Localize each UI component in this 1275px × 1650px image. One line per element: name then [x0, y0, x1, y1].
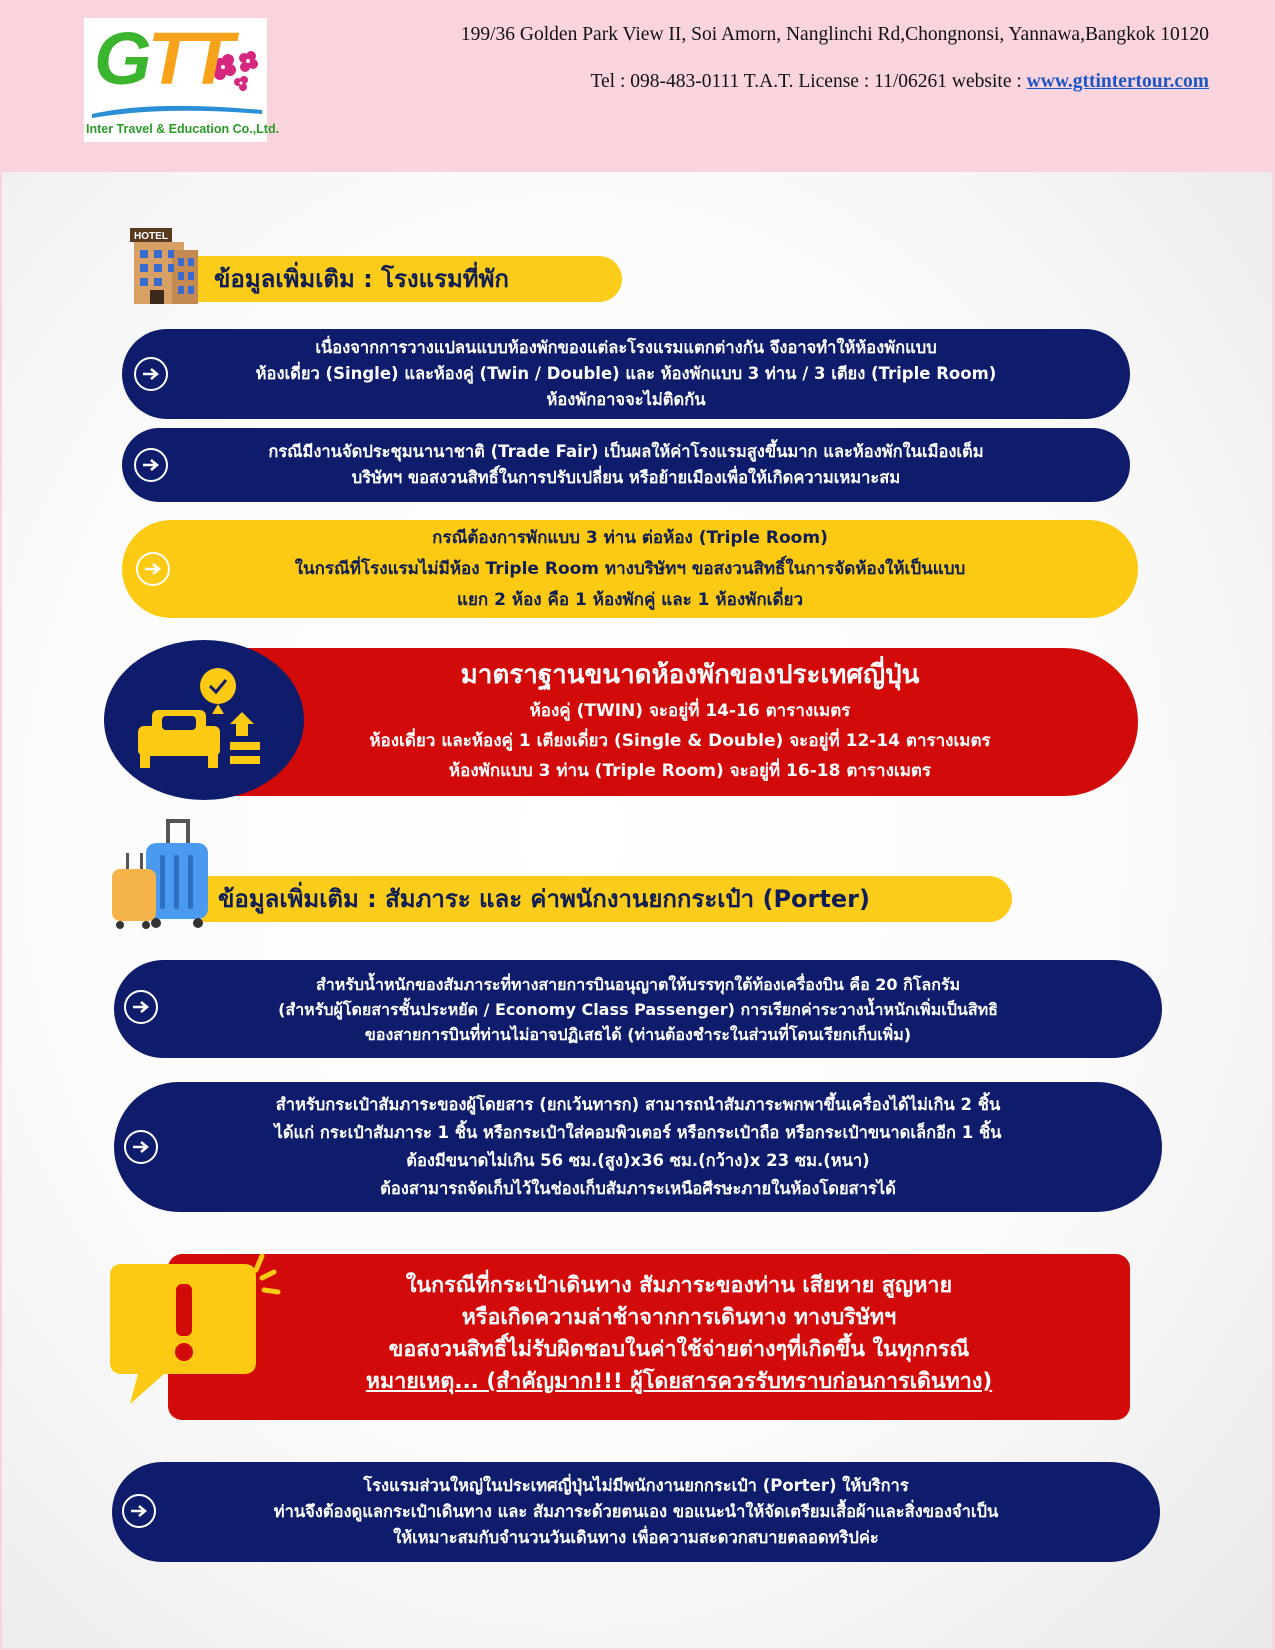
porter-note [112, 1462, 1160, 1562]
triple-room-note [122, 520, 1138, 618]
text-line: บริษัทฯ ขอสงวนสิทธิ์ในการปรับเปลี่ยน หรือย้ายเมืองเพื่อให้เกิดความเหมาะสม [351, 468, 901, 487]
text-line: เนื่องจากการวางแปลนแบบห้องพักของแต่ละโรงแรมแตกต่างกัน จึงอาจทำให้ห้องพักแบบ [315, 338, 937, 357]
hotel-building-icon [128, 224, 208, 306]
text-line: ต้องสามารถจัดเก็บไว้ในช่องเก็บสัมภาระเหนือศีรษะภายในห้องโดยสารได้ [380, 1179, 896, 1198]
arrow-circle-icon [136, 552, 170, 586]
text-line: ของสายการบินที่ท่านไม่อาจปฏิเสธได้ (ท่านต้องชำระในส่วนที่โดนเรียกเก็บเพิ่ม) [364, 1024, 912, 1044]
arrow-circle-icon [124, 990, 158, 1024]
text-line: โรงแรมส่วนใหญ่ในประเทศญี่ปุ่นไม่มีพนักงานยกกระเป๋า (Porter) ให้บริการ [363, 1476, 909, 1495]
text-line: ในกรณีที่กระเป๋าเดินทาง สัมภาระของท่าน เสียหาย สูญหาย [405, 1273, 953, 1298]
important-remark: หมายเหตุ... (สำคัญมาก!!! ผู้โดยสารควรรับทราบก่อนการเดินทาง) [365, 1369, 993, 1394]
arrow-circle-icon [122, 1494, 156, 1528]
bed-size-icon [104, 640, 304, 800]
text-line: ขอสงวนสิทธิ์ไม่รับผิดชอบในค่าใช้จ่ายต่างๆที่เกิดขึ้น ในทุกกรณี [388, 1337, 970, 1362]
contact-text: Tel : 098-483-0111 T.A.T. License : 11/06261 website : [590, 71, 1027, 92]
text-line: ในกรณีที่โรงแรมไม่มีห้อง Triple Room ทางบริษัทฯ ขอสงวนสิทธิ์ในการจัดห้องให้เป็นแบบ [294, 558, 966, 579]
exclamation-icon [104, 1252, 284, 1412]
text-line: แยก 2 ห้อง คือ 1 ห้องพักคู่ และ 1 ห้องพักเดี่ยว [456, 589, 803, 610]
svg-text:HOTEL: HOTEL [134, 231, 168, 242]
trade-fair-note [122, 428, 1130, 502]
text-line: ห้องคู่ (TWIN) จะอยู่ที่ 14-16 ตารางเมตร [529, 701, 851, 721]
room-size-standard [202, 648, 1138, 796]
text-line: ห้องพักแบบ 3 ท่าน (Triple Room) จะอยู่ที่ 16-18 ตารางเมตร [448, 761, 932, 781]
text-line: ห้องเดี่ยว และห้องคู่ 1 เตียงเดี่ยว (Single & Double) จะอยู่ที่ 12-14 ตารางเมตร [369, 731, 991, 751]
baggage-disclaimer [168, 1254, 1130, 1420]
text-line: สำหรับกระเป๋าสัมภาระของผู้โดยสาร (ยกเว้นทารก) สามารถนำสัมภาระพกพาขึ้นเครื่องได้ไม่เกิน 2 ชิ้น [275, 1095, 1001, 1114]
carry-on-note [114, 1082, 1162, 1212]
text-line: (สำหรับผู้โดยสารชั้นประหยัด / Economy Class Passenger) การเรียกค่าระวางน้ำหนักเพิ่มเป็นสิทธิ [278, 999, 998, 1019]
logo-swoosh-icon [92, 104, 262, 118]
letterhead [0, 0, 1275, 172]
luggage-section-title: ข้อมูลเพิ่มเติม : สัมภาระ และ ค่าพนักงานยกกระเป๋า (Porter) [202, 876, 1012, 922]
info-sheet [2, 172, 1272, 1648]
text-line: หรือเกิดความล่าช้าจากการเดินทาง ทางบริษัทฯ [461, 1305, 897, 1330]
arrow-circle-icon [134, 448, 168, 482]
suitcase-icon [110, 817, 214, 929]
checked-baggage-note [114, 960, 1162, 1058]
company-contact [590, 71, 1209, 93]
company-address: 199/36 Golden Park View II, Soi Amorn, Nanglinchi Rd,Chongnonsi, Yannawa,Bangkok 10120 [460, 24, 1209, 45]
text-line: ต้องมีขนาดไม่เกิน 56 ซม.(สูง)x36 ซม.(กว้าง)x 23 ซม.(หนา) [406, 1151, 870, 1170]
text-line: ห้องเดี่ยว (Single) และห้องคู่ (Twin / Double) และ ห้องพักแบบ 3 ท่าน / 3 เตียง (Triple Room) [255, 364, 997, 383]
room-layout-note [122, 329, 1130, 419]
text-line: ได้แก่ กระเป๋าสัมภาระ 1 ชิ้น หรือกระเป๋าใส่คอมพิวเตอร์ หรือกระเป๋าถือ หรือกระเป๋าขนาดเล็กอีก 1 ชิ้น [274, 1123, 1002, 1142]
website-link[interactable]: www.gttintertour.com [1026, 71, 1209, 92]
company-logo [84, 17, 280, 142]
text-line: ห้องพักอาจจะไม่ติดกัน [546, 390, 706, 409]
text-line: ให้เหมาะสมกับจำนวนวันเดินทาง เพื่อความสะดวกสบายตลอดทริปค่ะ [393, 1528, 879, 1547]
arrow-circle-icon [124, 1130, 158, 1164]
room-size-title: มาตราฐานขนาดห้องพักของประเทศญี่ปุ่น [460, 660, 920, 690]
hotel-section-title: ข้อมูลเพิ่มเติม : โรงแรมที่พัก [198, 256, 622, 302]
text-line: ท่านจึงต้องดูแลกระเป๋าเดินทาง และ สัมภาระด้วยตนเอง ขอแนะนำให้จัดเตรียมเสื้อผ้าและสิ่งของจำเป็น [273, 1502, 999, 1521]
logo-wordmark: GTT [94, 17, 230, 100]
arrow-circle-icon [134, 357, 168, 391]
text-line: กรณีมีงานจัดประชุมนานาชาติ (Trade Fair) เป็นผลให้ค่าโรงแรมสูงขึ้นมาก และห้องพักในเมืองเต็ม [268, 442, 984, 461]
text-line: สำหรับน้ำหนักของสัมภาระที่ทางสายการบินอนุญาตให้บรรทุกใต้ท้องเครื่องบิน คือ 20 กิโลกรัม [315, 974, 961, 994]
text-line: กรณีต้องการพักแบบ 3 ท่าน ต่อห้อง (Triple Room) [432, 527, 828, 548]
logo-tagline: Inter Travel & Education Co.,Ltd. [86, 122, 280, 136]
